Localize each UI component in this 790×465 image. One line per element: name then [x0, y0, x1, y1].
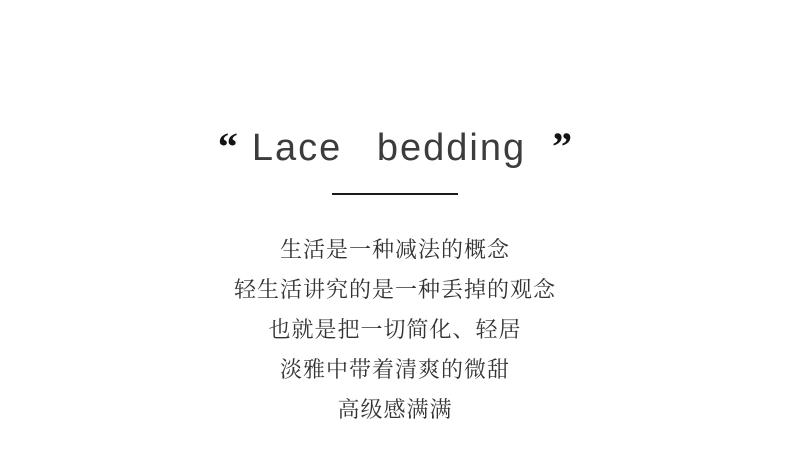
title-underline-divider [332, 193, 458, 195]
body-line: 淡雅中带着清爽的微甜 [279, 357, 510, 382]
banner-title-text: Lace bedding [251, 127, 527, 169]
close-quote-mark: ” [552, 124, 573, 169]
body-line: 也就是把一切简化、轻居 [268, 317, 522, 342]
body-line: 高级感满满 [337, 397, 453, 422]
open-quote-mark: “ [217, 124, 238, 169]
body-line: 生活是一种减法的概念 [279, 237, 510, 262]
banner-body-copy [0, 230, 790, 430]
body-line: 轻生活讲究的是一种丢掉的观念 [233, 277, 556, 302]
banner-title [0, 124, 790, 171]
